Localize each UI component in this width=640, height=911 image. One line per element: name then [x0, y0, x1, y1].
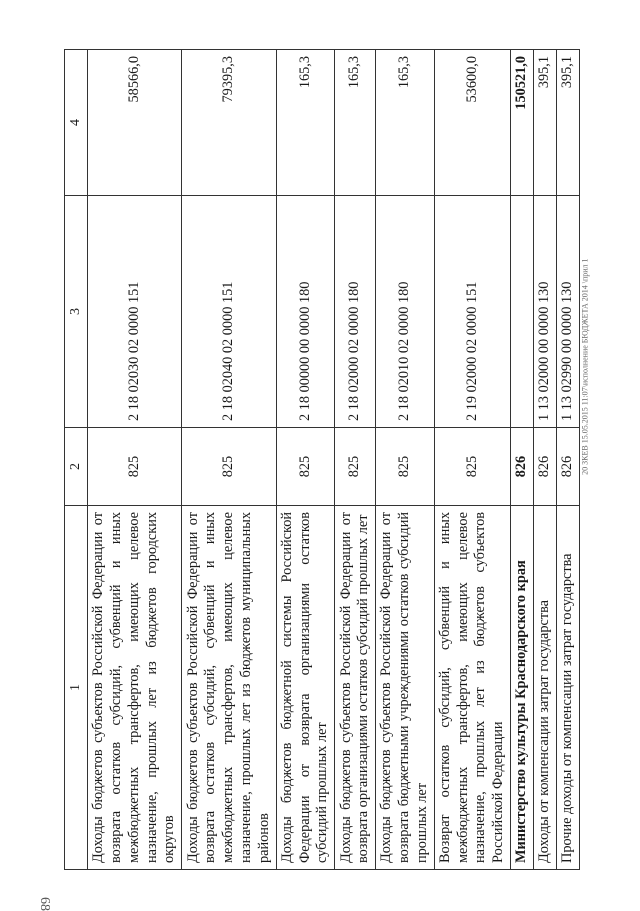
table-row [276, 50, 335, 870]
row-sum: 79395,3 [182, 50, 276, 196]
table-row [557, 50, 580, 870]
table-row [88, 50, 182, 870]
header-col-2: 2 [65, 428, 88, 506]
header-col-4: 4 [65, 50, 88, 196]
file-path-note: 20 ЗКЕВ 15.05.2015 11:07\исполнение БЮДЖЕТА 2014 \прил 1 [580, 258, 589, 475]
row-sum: 395,1 [557, 50, 580, 196]
row-admin-code: 826 [557, 428, 580, 506]
row-admin-code: 825 [376, 428, 435, 506]
row-budget-code [511, 196, 534, 428]
table-body [88, 50, 580, 870]
table-header-row [65, 50, 88, 870]
table-row [335, 50, 376, 870]
row-budget-code: 2 18 02000 02 0000 180 [335, 196, 376, 428]
table-row [376, 50, 435, 870]
row-name: Доходы бюджетов субъектов Российской Федерации от возврата бюджетными учреждениями остатков субсидий прошлых лет [376, 506, 435, 870]
table-row [511, 50, 534, 870]
row-sum: 150521,0 [511, 50, 534, 196]
header-col-3: 3 [65, 196, 88, 428]
row-sum: 53600,0 [434, 50, 511, 196]
row-admin-code: 825 [335, 428, 376, 506]
row-admin-code: 825 [88, 428, 182, 506]
row-sum: 395,1 [534, 50, 557, 196]
row-name: Доходы бюджетов субъектов Российской Федерации от возврата остатков субсидий, субвенций и иных межбюджетных трансфертов, имеющих целевое назначение, прошлых лет из бюджетов городских округов [88, 506, 182, 870]
row-name: Возврат остатков субсидий, субвенций и иных межбюджетных трансфертов, имеющих целевое назначение, прошлых лет из бюджетов субъектов Российской Федерации [434, 506, 511, 870]
row-name: Доходы от компенсации затрат государства [534, 506, 557, 870]
row-budget-code: 2 19 02000 02 0000 151 [434, 196, 511, 428]
row-name: Прочие доходы от компенсации затрат государства [557, 506, 580, 870]
row-admin-code: 825 [434, 428, 511, 506]
row-sum: 165,3 [276, 50, 335, 196]
revenue-table [64, 49, 580, 870]
row-budget-code: 2 18 00000 00 0000 180 [276, 196, 335, 428]
rotated-page-content [64, 50, 580, 870]
row-sum: 165,3 [335, 50, 376, 196]
row-name: Доходы бюджетов субъектов Российской Федерации от возврата остатков субсидий, субвенций и иных межбюджетных трансфертов, имеющих целевое назначение, прошлых лет из бюджетов муниципальных районов [182, 506, 276, 870]
row-name: Доходы бюджетов субъектов Российской Федерации от возврата организациями остатков субсидий прошлых лет [335, 506, 376, 870]
row-sum: 165,3 [376, 50, 435, 196]
row-budget-code: 2 18 02030 02 0000 151 [88, 196, 182, 428]
row-budget-code: 2 18 02010 02 0000 180 [376, 196, 435, 428]
header-col-1: 1 [65, 506, 88, 870]
row-admin-code: 826 [511, 428, 534, 506]
row-name: Министерство культуры Краснодарского края [511, 506, 534, 870]
row-budget-code: 1 13 02990 00 0000 130 [557, 196, 580, 428]
row-name: Доходы бюджетов бюджетной системы Российской Федерации от возврата организациями остатков субсидий прошлых лет [276, 506, 335, 870]
table-row [434, 50, 511, 870]
row-admin-code: 826 [534, 428, 557, 506]
row-budget-code: 2 18 02040 02 0000 151 [182, 196, 276, 428]
row-sum: 58566,0 [88, 50, 182, 196]
table-row [182, 50, 276, 870]
table-row [534, 50, 557, 870]
row-admin-code: 825 [182, 428, 276, 506]
row-budget-code: 1 13 02000 00 0000 130 [534, 196, 557, 428]
row-admin-code: 825 [276, 428, 335, 506]
page-number: 68 [37, 897, 52, 911]
